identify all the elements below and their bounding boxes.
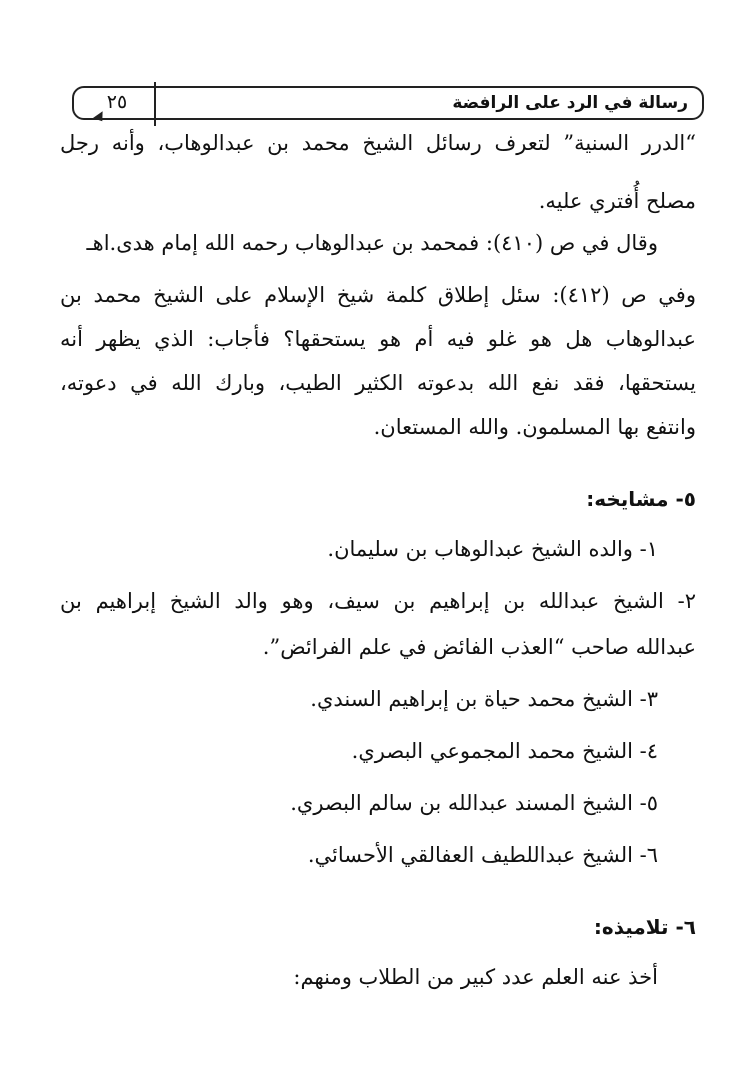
section-heading: ٦- تلاميذه: [593,915,696,939]
list-item: ٦- الشيخ عبداللطيف العفالقي الأحسائي. [307,843,658,867]
list-item: ٢- الشيخ عبدالله بن إبراهيم بن سيف، وهو والد الشيخ إبراهيم بن [60,589,696,613]
running-header [72,86,704,120]
paragraph-line: وفي ص (٤١٢): سئل إطلاق كلمة شيخ الإسلام على الشيخ محمد بن [60,283,696,307]
paragraph-line: يستحقها، فقد نفع الله بدعوته الكثير الطيب، وبارك الله في دعوته، [60,371,696,395]
list-item: ٤- الشيخ محمد المجموعي البصري. [351,739,658,763]
paragraph-line: عبدالوهاب هل هو غلو فيه أم هو يستحقها؟ فأجاب: الذي يظهر أنه [60,327,696,351]
section-heading: ٥- مشايخه: [586,487,696,511]
paragraph-line: “الدرر السنية” لتعرف رسائل الشيخ محمد بن عبدالوهاب، وأنه رجل [60,131,696,155]
paragraph-line: وانتفع بها المسلمون. والله المستعان. [373,415,696,439]
list-item: عبدالله صاحب “العذب الفائض في علم الفرائض”. [262,635,696,659]
paragraph-line: مصلح أُفتري عليه. [538,189,696,213]
list-item: ١- والده الشيخ عبدالوهاب بن سليمان. [327,537,658,561]
list-item: ٥- الشيخ المسند عبدالله بن سالم البصري. [290,791,658,815]
page-number: ٢٥ [106,91,128,113]
paragraph-line: أخذ عنه العلم عدد كبير من الطلاب ومنهم: [293,965,658,989]
header-title: رسالة في الرد على الرافضة [452,93,688,113]
paragraph-line: وقال في ص (٤١٠): فمحمد بن عبدالوهاب رحمه الله إمام هدى.اهـ [86,231,658,255]
header-divider [154,82,156,126]
list-item: ٣- الشيخ محمد حياة بن إبراهيم السندي. [310,687,658,711]
